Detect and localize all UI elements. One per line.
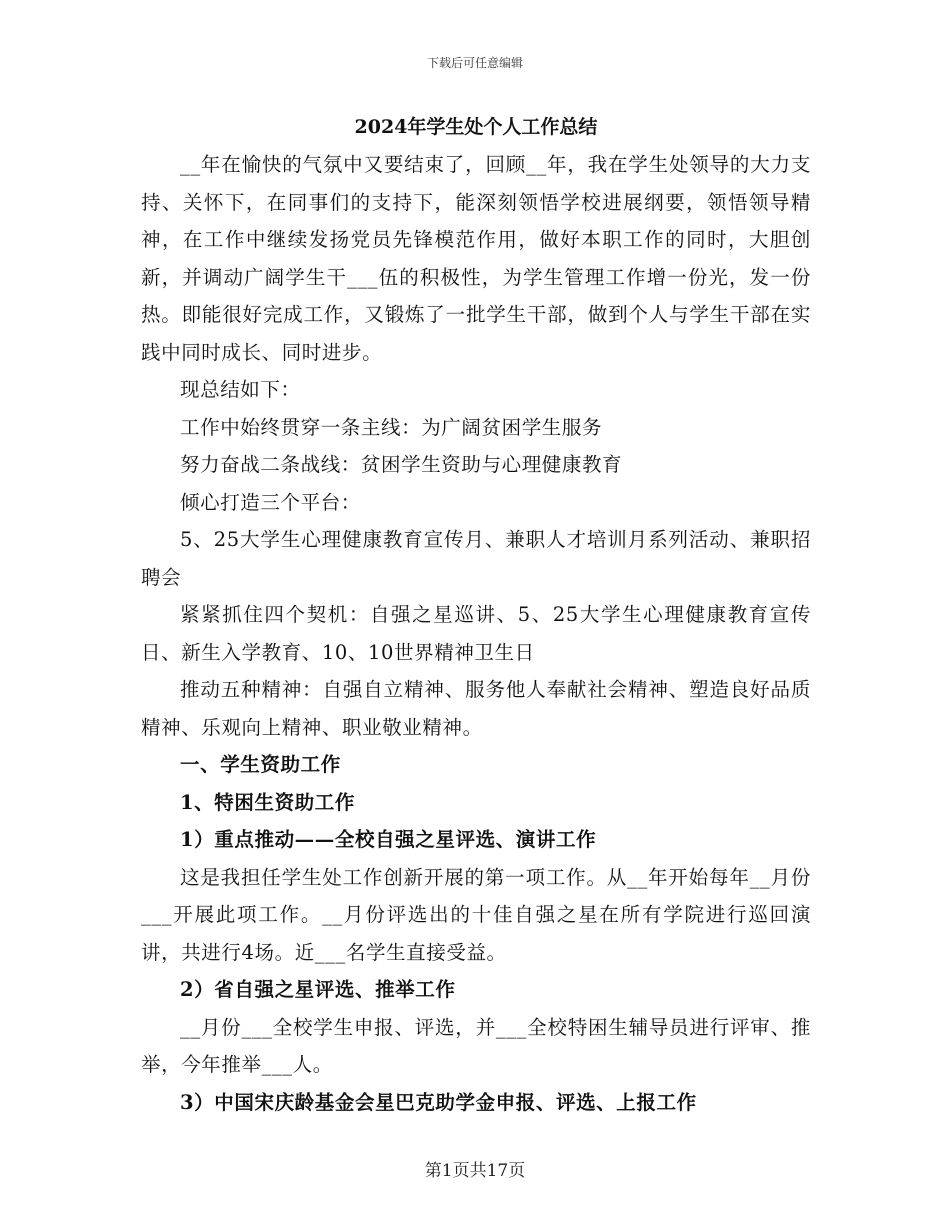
paragraph-four-opportunities: 紧紧抓住四个契机：自强之星巡讲、5、25大学生心理健康教育宣传日、新生入学教育、10、10世界精神卫生日 xyxy=(141,603,811,664)
paragraph-three-platforms: 倾心打造三个平台： xyxy=(180,490,361,514)
page-header-note: 下载后可任意编辑 xyxy=(426,56,523,70)
document-title: 2024年学生处个人工作总结 xyxy=(354,116,598,138)
item-heading-self-reliance-star: 1）重点推动——全校自强之星评选、演讲工作 xyxy=(180,828,597,851)
subsection-heading-hardship-aid: 1、特困生资助工作 xyxy=(180,790,355,814)
paragraph-five-spirits: 推动五种精神：自强自立精神、服务他人奉献社会精神、塑造良好品质精神、乐观向上精神、职业敬业精神。 xyxy=(141,678,811,739)
item-heading-provincial-star: 2）省自强之星评选、推举工作 xyxy=(180,978,456,1001)
paragraph-two-fronts: 努力奋战二条战线：贫困学生资助与心理健康教育 xyxy=(180,453,623,476)
paragraph-provincial-review: __月份___全校学生申报、评选，并___全校特困生辅导员进行评审、推举，今年推举___人。 xyxy=(141,1015,811,1076)
paragraph-first-innovation: 这是我担任学生处工作创新开展的第一项工作。从__年开始每年__月份___开展此项工作。__月份评选出的十佳自强之星在所有学院进行巡回演讲，共进行4场。近___名学生直接受益。 xyxy=(141,865,811,964)
document-body xyxy=(141,112,811,1121)
paragraph-main-line: 工作中始终贯穿一条主线：为广阔贫困学生服务 xyxy=(180,415,603,439)
item-heading-starbucks-grant: 3）中国宋庆龄基金会星巴克助学金申报、评选、上报工作 xyxy=(180,1090,697,1114)
paragraph-intro: __年在愉快的气氛中又要结束了，回顾__年，我在学生处领导的大力支持、关怀下，在同事们的支持下，能深刻领悟学校进展纲要，领悟领导精神，在工作中继续发扬党员先锋模范作用，做好本职工作的同时，大胆创新，并调动广阔学生干___伍的积极性，为学生管理工作增一份光，发一份热。即能很好完成工作，又锻炼了一批学生干部，做到个人与学生干部在实践中同时成长、同时进步。 xyxy=(141,153,811,364)
paragraph-platform-list: 5、25大学生心理健康教育宣传月、兼职人才培训月系列活动、兼职招聘会 xyxy=(141,528,811,589)
paragraph-summary-lead: 现总结如下： xyxy=(180,378,301,401)
page-number-footer: 第1页共17页 xyxy=(424,1161,526,1181)
section-heading-student-aid: 一、学生资助工作 xyxy=(180,753,341,776)
